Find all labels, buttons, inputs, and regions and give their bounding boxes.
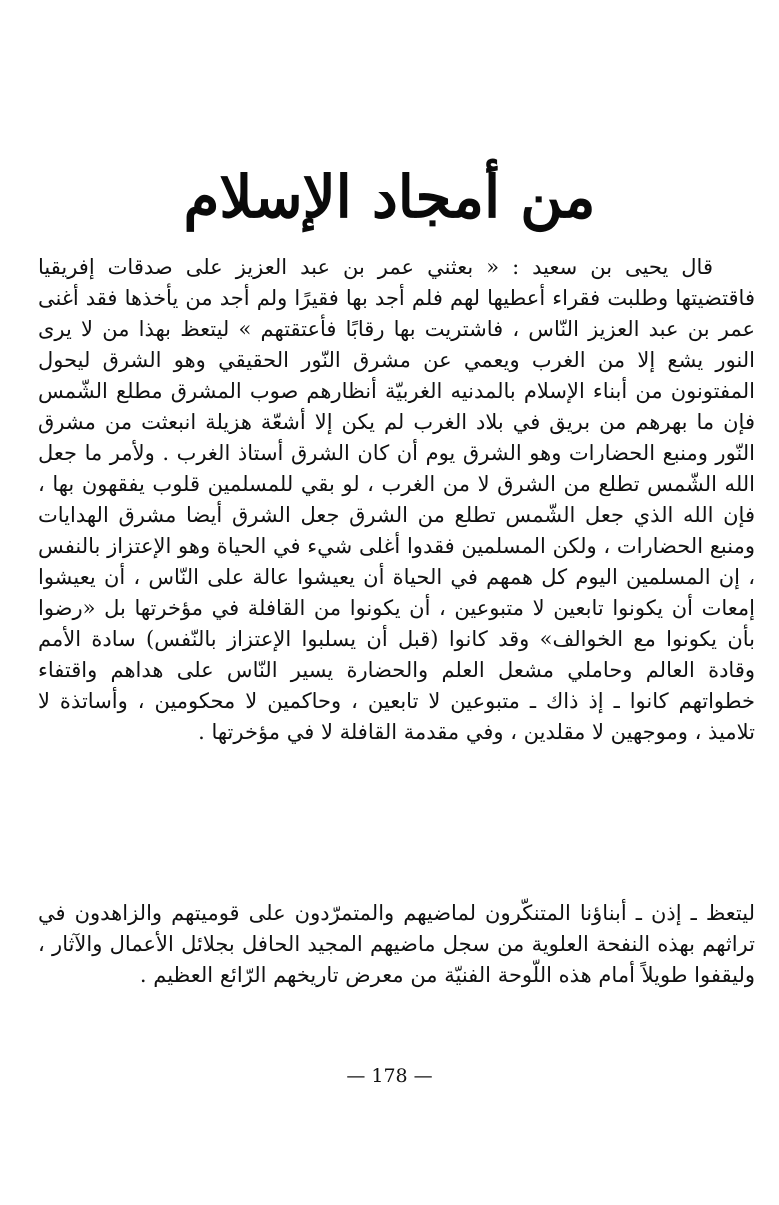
page-title: من أمجاد الإسلام (183, 162, 596, 231)
paragraph-2: ليتعظ ـ إذن ـ أبناؤنا المتنكّرون لماضيهم والمتمرّدون على قوميتهم والزاهدون في تراثهم بهذه النفحة العلوية من سجل ماضيهم المجيد الحافل بجلائل الأعمال والآثار ، وليقفوا طويلاً أمام هذه اللّوحة الفنيّة من معرض تاريخهم الرّائع العظيم . (38, 901, 755, 987)
paragraph-1: قال يحيى بن سعيد : « بعثني عمر بن عبد العزيز على صدقات إفريقيا فاقتضيتها وطلبت فقراء أعطيها لهم فلم أجد بها فقيرًا ولم أجد من يأخذها فقد أغنى عمر بن عبد العزيز النّاس ، فاشتريت بها رقابًا فأعتقتهم » ليتعظ بهذا من لا يرى النور يشع إلا من الغرب ويعمي عن مشرق النّور الحقيقي وهو الشرق ليحول المفتونون من أبناء الإسلام بالمدنيه الغربيّة أنظارهم صوب المشرق مطلع الشّمس فإن ما بهرهم من بريق في بلاد الغرب لم يكن إلا أشعّة هزيلة انبعثت من مشرق النّور ومنبع الحضارات وهو الشرق يوم أن كان الشرق أستاذ الغرب . ولأمر ما جعل الله الشّمس تطلع من الشرق لا من الغرب ، لو بقي للمسلمين قلوب يفقهون بها ، فإن الله الذي جعل الشّمس تطلع من الشرق جعل الشرق أيضا مشرق الهدايات ومنبع الحضارات ، ولكن المسلمين فقدوا أغلى شيء في الحياة وهو الإعتزاز بالنفس ، إن المسلمين اليوم كل همهم في الحياة أن يعيشوا عالة على النّاس ، أن يعيشوا إمعات أن يكونوا تابعين لا متبوعين ، أن يكونوا من القافلة في مؤخرتها بل «رضوا بأن يكونوا مع الخوالف» وقد كانوا (قبل أن يسلبوا الإعتزاز بالنّفس) سادة الأمم وقادة العالم وحاملي مشعل العلم والحضارة يسير النّاس على هداهم واقتفاء خطواتهم كانوا ـ إذ ذاك ـ متبوعين لا تابعين ، وحاكمين لا محكومين ، وأساتذة لا تلاميذ ، وموجهين لا مقلدين ، وفي مقدمة القافلة لا في مؤخرتها . (38, 255, 755, 744)
page-number: — 178 — (346, 1065, 433, 1087)
